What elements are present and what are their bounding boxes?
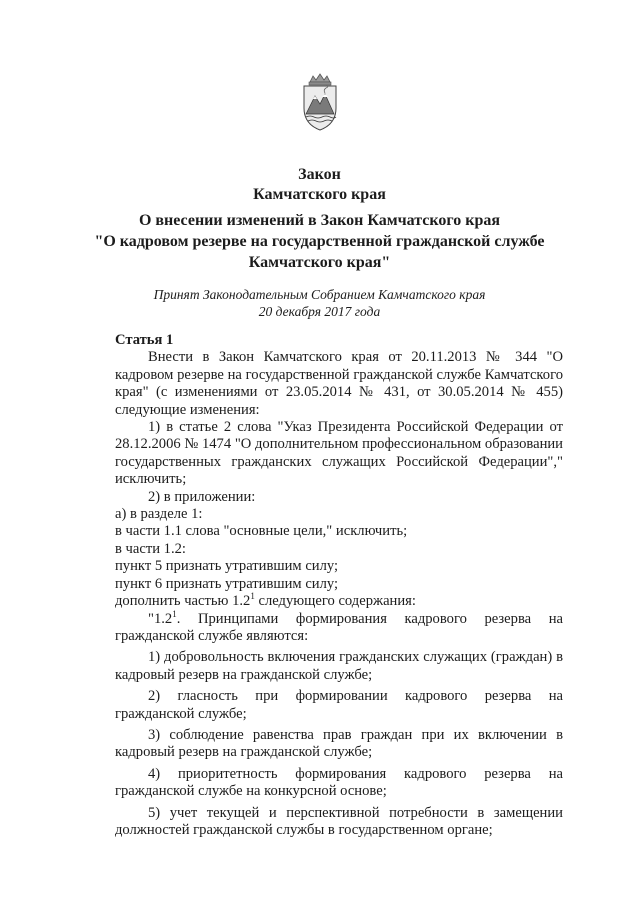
law-subtitle-line-3: Камчатского края" — [248, 254, 391, 271]
principle-item-1: 1) добровольность включения гражданских служащих (граждан) в кадровый резерв на гражданской службе; — [115, 649, 563, 683]
law-title-line-1: Закон — [298, 166, 341, 183]
principle-item-3: 3) соблюдение равенства прав граждан при их включении в кадровый резерв на гражданской службе; — [115, 726, 563, 761]
coat-of-arms-emblem — [296, 72, 344, 132]
adoption-note — [0, 286, 639, 320]
amendment-item-1: 1) в статье 2 слова "Указ Президента Российской Федерации от 28.12.2006 № 1474 "О дополнительном профессиональном образовании государственных гражданских служащих Российской Федерации"," исключить; — [115, 419, 563, 488]
law-subtitle-line-2: "О кадровом резерве на государственной гражданской службе — [94, 233, 545, 250]
supplement-text-start: дополнить частью 1.2 — [115, 593, 251, 610]
article-body — [115, 332, 563, 843]
amendment-part-1-2: в части 1.2: — [115, 540, 186, 557]
amendment-item-2a: а) в разделе 1: — [115, 506, 203, 523]
supplement-text-end: следующего содержания: — [254, 593, 416, 610]
amendment-supplement — [115, 593, 563, 610]
principle-item-5: 5) учет текущей и перспективной потребности в замещении должностей гражданской службы в государственном органе; — [115, 804, 563, 838]
amendment-point-6: пункт 6 признать утратившим силу; — [115, 575, 339, 592]
principle-item-2: 2) гласность при формировании кадрового резерва на гражданской службе; — [115, 688, 563, 722]
adoption-note-line-2: 20 декабря 2017 года — [258, 304, 381, 319]
principles-intro-end: . Принципами формирования кадрового резерва на гражданской службе являются: — [115, 610, 563, 644]
law-title — [0, 165, 639, 205]
principles-intro — [115, 608, 563, 646]
principles-intro-superscript: 1 — [172, 608, 177, 619]
adoption-note-line-1: Принят Законодательным Собранием Камчатского края — [153, 287, 486, 302]
coat-of-arms-icon — [296, 72, 344, 132]
principle-item-4: 4) приоритетность формирования кадрового резерва на гражданской службе на конкурсной основе; — [115, 765, 563, 800]
law-subtitle-line-1: О внесении изменений в Закон Камчатского края — [138, 212, 501, 229]
supplement-superscript: 1 — [250, 591, 255, 602]
law-title-line-2: Камчатского края — [253, 186, 386, 203]
amendment-item-2: 2) в приложении: — [148, 488, 256, 505]
amendment-part-1-1: в части 1.1 слова "основные цели," исключить; — [115, 523, 408, 540]
article-heading: Статья 1 — [115, 332, 174, 348]
article-intro: Внести в Закон Камчатского края от 20.11.2013 № 344 "О кадровом резерве на государственной гражданской службе Камчатского края" (с изменениями от 23.05.2014 № 431, от 30.05.2014 № 455) следующие изменения: — [115, 349, 563, 418]
amendment-point-5: пункт 5 признать утратившим силу; — [115, 558, 339, 575]
law-subtitle — [0, 210, 639, 273]
principles-intro-start: "1.2 — [148, 610, 173, 627]
